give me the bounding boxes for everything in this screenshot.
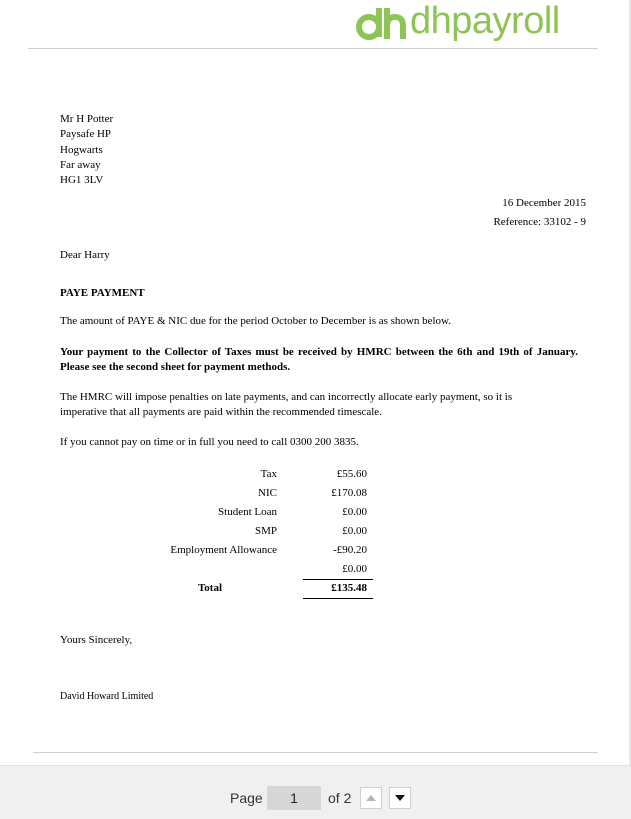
chevron-down-icon (395, 795, 405, 801)
payment-label: Employment Allowance (170, 544, 277, 556)
payment-row (140, 543, 380, 562)
header-divider (28, 48, 598, 49)
payment-row (140, 505, 380, 524)
brand-name: dhpayroll (410, 0, 560, 42)
payment-value: £0.00 (342, 563, 367, 575)
dhpayroll-logo (352, 0, 560, 44)
total-rule-bottom (303, 598, 373, 599)
total-value: £135.48 (331, 582, 367, 594)
paragraph-deadline: Your payment to the Collector of Taxes must be received by HMRC between the 6th and 19th of January. Please see the second sheet for payment methods. (60, 346, 578, 373)
payment-value: £55.60 (336, 468, 367, 480)
payment-value: £0.00 (342, 506, 367, 518)
page-navigation-toolbar (0, 765, 631, 819)
payment-label: NIC (258, 487, 277, 499)
payment-row (140, 524, 380, 543)
payment-row (140, 467, 380, 486)
closing: Yours Sincerely, (60, 634, 133, 646)
letter-reference: Reference: 33102 - 9 (493, 216, 586, 228)
payment-label: Tax (260, 468, 277, 480)
recipient-address (60, 112, 113, 188)
address-line: Paysafe HP (60, 128, 112, 141)
paragraph-amount: The amount of PAYE & NIC due for the period October to December is as shown below. (60, 315, 452, 327)
payment-value: £170.08 (331, 487, 367, 499)
address-line: Mr H Potter (60, 113, 114, 125)
greeting: Dear Harry (60, 249, 110, 261)
total-label: Total (197, 582, 222, 594)
page-number-input[interactable] (267, 786, 321, 810)
payment-label: SMP (254, 525, 277, 537)
chevron-up-icon (366, 795, 376, 801)
page-label: Page (230, 790, 263, 806)
footer-divider (33, 752, 598, 753)
address-line: Hogwarts (60, 143, 103, 156)
previous-page-button[interactable] (360, 787, 382, 809)
total-rule-top (303, 579, 373, 580)
dh-logo-icon (352, 6, 406, 44)
address-line: Far away (60, 158, 101, 171)
payment-value: £0.00 (342, 525, 367, 537)
page-count-label: of 2 (328, 790, 352, 806)
letter-date: 16 December 2015 (502, 197, 586, 209)
payment-value: -£90.20 (333, 544, 367, 556)
payment-table (140, 467, 380, 600)
signer-name: David Howard Limited (60, 691, 154, 702)
address-line: HG1 3LV (60, 174, 104, 187)
paragraph-contact: If you cannot pay on time or in full you need to call 0300 200 3835. (60, 436, 359, 448)
payment-label: Student Loan (218, 506, 277, 518)
payment-row (140, 486, 380, 505)
next-page-button[interactable] (389, 787, 411, 809)
subject-heading: PAYE PAYMENT (60, 287, 145, 299)
paragraph-penalties: The HMRC will impose penalties on late payments, and can incorrectly allocate early payment, so it is imperative that all payments are paid within the recommended timescale. (60, 391, 513, 418)
